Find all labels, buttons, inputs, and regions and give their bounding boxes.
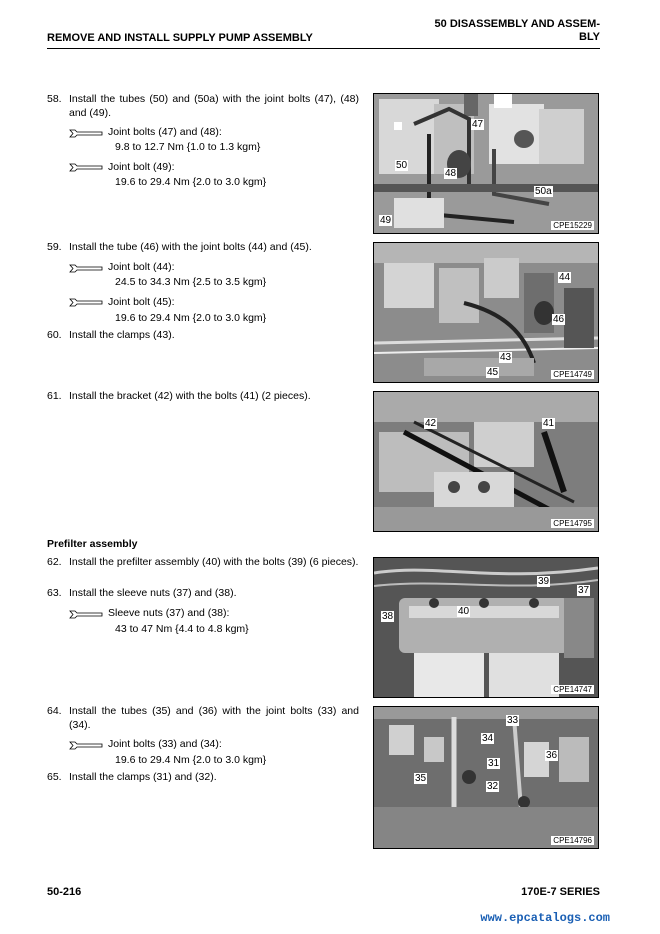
- wrench-icon: [69, 162, 103, 172]
- torque-value: 19.6 to 29.4 Nm {2.0 to 3.0 kgm}: [115, 754, 267, 766]
- callout-label: 40: [458, 606, 470, 617]
- torque-label: Joint bolts (33) and (34):: [108, 738, 222, 750]
- step-number: 64.: [47, 705, 62, 717]
- header-rule: [47, 48, 600, 49]
- torque-label: Joint bolts (47) and (48):: [108, 126, 222, 138]
- torque-value: 43 to 47 Nm {4.4 to 4.8 kgm}: [115, 623, 249, 635]
- step-text: Install the bracket (42) with the bolts (41) (2 pieces).: [69, 390, 311, 402]
- photo-supply-pump-tubes: [373, 93, 599, 234]
- chapter-title-line1: 50 DISASSEMBLY AND ASSEM-: [434, 18, 600, 30]
- callout-label: 44: [559, 272, 571, 283]
- step-number: 65.: [47, 771, 62, 783]
- callout-label: 48: [445, 168, 457, 179]
- step-text: Install the tube (46) with the joint bolts (44) and (45).: [69, 241, 312, 253]
- step-number: 61.: [47, 390, 62, 402]
- section-title: Prefilter assembly: [47, 538, 138, 550]
- photo-bracket-42: [373, 391, 599, 532]
- callout-label: 50: [396, 160, 408, 171]
- torque-value: 19.6 to 29.4 Nm {2.0 to 3.0 kgm}: [115, 176, 267, 188]
- figure-code: CPE14747: [553, 685, 592, 694]
- callout-label: 42: [425, 418, 437, 429]
- figure-code: CPE14796: [553, 836, 592, 845]
- callout-label: 38: [382, 611, 394, 622]
- callout-label: 31: [488, 758, 500, 769]
- callout-label: 47: [472, 119, 484, 130]
- torque-label: Sleeve nuts (37) and (38):: [108, 607, 230, 619]
- callout-label: 35: [415, 773, 427, 784]
- step-number: 62.: [47, 556, 62, 568]
- figure-code: CPE14795: [553, 519, 592, 528]
- step-text: Install the prefilter assembly (40) with the bolts (39) (6 pieces).: [69, 556, 359, 568]
- figure-code: CPE15229: [553, 221, 592, 230]
- callout-label: 45: [487, 367, 499, 378]
- step-text: Install the tubes (35) and (36) with the joint bolts (33) and (34).: [69, 705, 359, 731]
- callout-label: 32: [487, 781, 499, 792]
- callout-label: 46: [553, 314, 565, 325]
- step-text: Install the clamps (43).: [69, 329, 175, 341]
- photo-tubes-35-36: [373, 706, 599, 849]
- photo-illustration: [374, 707, 598, 848]
- step-number: 63.: [47, 587, 62, 599]
- wrench-icon: [69, 609, 103, 619]
- photo-prefilter-assembly: [373, 557, 599, 698]
- step-text: Install the tubes (50) and (50a) with the joint bolts (47), (48) and (49).: [69, 93, 359, 119]
- wrench-icon: [69, 128, 103, 138]
- callout-label: 41: [543, 418, 555, 429]
- torque-value: 24.5 to 34.3 Nm {2.5 to 3.5 kgm}: [115, 276, 267, 288]
- step-text: Install the sleeve nuts (37) and (38).: [69, 587, 237, 599]
- chapter-title: [400, 18, 600, 44]
- series-label: 170E-7 SERIES: [521, 886, 600, 898]
- page-header-title: REMOVE AND INSTALL SUPPLY PUMP ASSEMBLY: [47, 32, 313, 44]
- photo-illustration: [374, 558, 598, 697]
- photo-illustration: [374, 392, 598, 531]
- callout-label: 36: [546, 750, 558, 761]
- callout-label: 37: [578, 585, 590, 596]
- callout-label: 49: [380, 215, 392, 226]
- figure-code: CPE14749: [553, 370, 592, 379]
- torque-value: 19.6 to 29.4 Nm {2.0 to 3.0 kgm}: [115, 312, 267, 324]
- callout-label: 34: [482, 733, 494, 744]
- photo-tube-46: [373, 242, 599, 383]
- chapter-title-line2: BLY: [579, 31, 600, 43]
- callout-label: 50a: [535, 186, 552, 197]
- step-number: 60.: [47, 329, 62, 341]
- wrench-icon: [69, 263, 103, 273]
- torque-label: Joint bolt (49):: [108, 161, 175, 173]
- step-text: Install the clamps (31) and (32).: [69, 771, 217, 783]
- callout-label: 43: [500, 352, 512, 363]
- wrench-icon: [69, 740, 103, 750]
- torque-label: Joint bolt (44):: [108, 261, 175, 273]
- callout-label: 39: [538, 576, 550, 587]
- torque-value: 9.8 to 12.7 Nm {1.0 to 1.3 kgm}: [115, 141, 261, 153]
- torque-label: Joint bolt (45):: [108, 296, 175, 308]
- watermark-link[interactable]: www.epcatalogs.com: [480, 911, 610, 925]
- page-number: 50-216: [47, 886, 82, 898]
- step-number: 58.: [47, 93, 62, 105]
- step-number: 59.: [47, 241, 62, 253]
- callout-label: 33: [507, 715, 519, 726]
- photo-illustration: [374, 243, 598, 382]
- wrench-icon: [69, 297, 103, 307]
